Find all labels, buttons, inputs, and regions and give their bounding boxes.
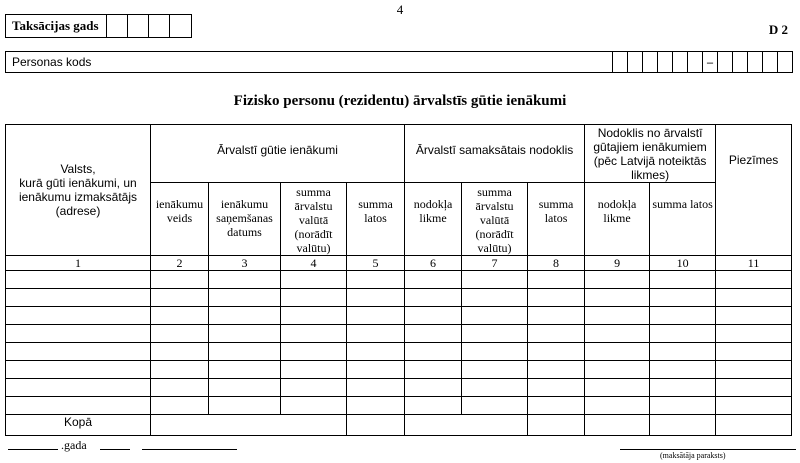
total-cell[interactable] <box>716 415 792 436</box>
table-cell[interactable] <box>528 397 585 415</box>
personal-code-digit-field[interactable] <box>657 52 672 72</box>
table-cell[interactable] <box>347 397 405 415</box>
table-cell[interactable] <box>281 289 347 307</box>
foreign-tax-group-header: Ārvalstī samaksātais nodoklis <box>405 125 585 183</box>
personal-code-box <box>5 51 793 73</box>
table-cell[interactable] <box>528 361 585 379</box>
table-cell[interactable] <box>405 397 462 415</box>
table-cell[interactable] <box>585 379 650 397</box>
table-row <box>6 379 792 397</box>
lv-tax-rate-header: nodokļa likme <box>585 183 650 256</box>
table-cell[interactable] <box>281 379 347 397</box>
table-cell[interactable] <box>405 379 462 397</box>
table-cell[interactable] <box>462 307 528 325</box>
table-cell[interactable] <box>528 307 585 325</box>
column-number-row <box>6 256 792 271</box>
table-cell[interactable] <box>151 271 209 289</box>
column-number: 3 <box>209 256 281 271</box>
tax-year-box <box>5 14 192 38</box>
table-cell[interactable] <box>716 325 792 343</box>
table-cell[interactable] <box>209 397 281 415</box>
table-cell[interactable] <box>281 271 347 289</box>
personal-code-digit-field[interactable] <box>777 52 792 72</box>
table-cell[interactable] <box>528 271 585 289</box>
table-cell[interactable] <box>151 289 209 307</box>
table-cell[interactable] <box>405 307 462 325</box>
table-cell[interactable] <box>6 271 151 289</box>
table-cell[interactable] <box>462 289 528 307</box>
table-cell[interactable] <box>347 343 405 361</box>
table-cell[interactable] <box>151 307 209 325</box>
table-cell[interactable] <box>151 361 209 379</box>
table-cell[interactable] <box>528 325 585 343</box>
personal-code-digit-field[interactable] <box>687 52 702 72</box>
table-cell[interactable] <box>281 325 347 343</box>
total-cell[interactable] <box>405 415 528 436</box>
table-cell[interactable] <box>650 325 716 343</box>
income-table <box>5 124 792 436</box>
table-cell[interactable] <box>650 379 716 397</box>
table-cell[interactable] <box>650 307 716 325</box>
personal-code-digit-field[interactable] <box>672 52 687 72</box>
table-cell[interactable] <box>151 325 209 343</box>
form-title: Fizisko personu (rezidentu) ārvalstīs gūtie ienākumi <box>233 93 567 109</box>
country-header: Valsts, kurā gūti ienākumi, un ienākumu izmaksātājs (adrese) <box>6 125 151 256</box>
table-cell[interactable] <box>462 325 528 343</box>
amount-lats-header: summa latos <box>347 183 405 256</box>
column-number: 2 <box>151 256 209 271</box>
total-label: Kopā <box>6 415 151 436</box>
table-cell[interactable] <box>585 325 650 343</box>
foreign-income-group-header: Ārvalstī gūtie ienākumi <box>151 125 405 183</box>
income-date-header: ienākumu saņemšanas datums <box>209 183 281 256</box>
table-cell[interactable] <box>650 397 716 415</box>
table-row <box>6 307 792 325</box>
table-cell[interactable] <box>650 343 716 361</box>
table-cell[interactable] <box>405 325 462 343</box>
signature-caption: (maksātāja paraksts) <box>660 451 726 460</box>
table-cell[interactable] <box>462 379 528 397</box>
tax-year-label: Taksācijas gads <box>6 15 107 37</box>
table-cell[interactable] <box>281 307 347 325</box>
column-number: 6 <box>405 256 462 271</box>
table-cell[interactable] <box>405 343 462 361</box>
table-cell[interactable] <box>6 325 151 343</box>
table-cell[interactable] <box>405 271 462 289</box>
table-cell[interactable] <box>281 361 347 379</box>
column-number: 1 <box>6 256 151 271</box>
table-cell[interactable] <box>528 379 585 397</box>
personal-code-digit-field[interactable] <box>717 52 732 72</box>
table-cell[interactable] <box>462 343 528 361</box>
personal-code-digit-field[interactable] <box>762 52 777 72</box>
table-cell[interactable] <box>209 343 281 361</box>
personal-code-label: Personas kods <box>12 55 92 69</box>
amount-foreign-header: summa ārvalstu valūtā (norādīt valūtu) <box>281 183 347 256</box>
table-cell[interactable] <box>347 325 405 343</box>
table-cell[interactable] <box>585 361 650 379</box>
table-cell[interactable] <box>6 289 151 307</box>
column-number: 5 <box>347 256 405 271</box>
column-number: 9 <box>585 256 650 271</box>
tax-year-digit-field[interactable] <box>128 15 149 37</box>
table-cell[interactable] <box>209 325 281 343</box>
table-cell[interactable] <box>347 271 405 289</box>
table-cell[interactable] <box>209 271 281 289</box>
tax-year-digit-field[interactable] <box>107 15 128 37</box>
table-cell[interactable] <box>462 397 528 415</box>
table-cell[interactable] <box>6 307 151 325</box>
personal-code-digit-field[interactable] <box>732 52 747 72</box>
date-day-line[interactable] <box>8 449 58 450</box>
table-cell[interactable] <box>151 343 209 361</box>
column-number: 8 <box>528 256 585 271</box>
table-row <box>6 343 792 361</box>
table-cell[interactable] <box>716 289 792 307</box>
table-cell[interactable] <box>462 361 528 379</box>
table-cell[interactable] <box>716 343 792 361</box>
personal-code-digit-field[interactable] <box>627 52 642 72</box>
page-number: 4 <box>396 2 404 17</box>
table-cell[interactable] <box>716 307 792 325</box>
personal-code-separator: – <box>702 52 717 72</box>
total-row <box>6 415 792 436</box>
table-cell[interactable] <box>585 289 650 307</box>
table-cell[interactable] <box>716 379 792 397</box>
table-cell[interactable] <box>151 397 209 415</box>
year-suffix: .gada <box>61 438 87 452</box>
table-cell[interactable] <box>347 361 405 379</box>
date-month-line[interactable] <box>100 449 130 450</box>
tax-amount-foreign-header: summa ārvalstu valūtā (norādīt valūtu) <box>462 183 528 256</box>
table-cell[interactable] <box>585 343 650 361</box>
total-cell[interactable] <box>528 415 585 436</box>
table-row <box>6 271 792 289</box>
table-cell[interactable] <box>151 379 209 397</box>
latvia-tax-group-header: Nodoklis no ārvalstī gūtajiem ienākumiem (pēc Latvijā noteiktās likmes) <box>585 125 716 183</box>
table-cell[interactable] <box>6 379 151 397</box>
table-cell[interactable] <box>528 289 585 307</box>
form-code: D 2 <box>768 22 788 37</box>
table-cell[interactable] <box>405 289 462 307</box>
table-cell[interactable] <box>528 343 585 361</box>
table-cell[interactable] <box>405 361 462 379</box>
income-type-header: ienākumu veids <box>151 183 209 256</box>
table-cell[interactable] <box>209 307 281 325</box>
tax-rate-header: nodokļa likme <box>405 183 462 256</box>
table-cell[interactable] <box>716 361 792 379</box>
column-number: 4 <box>281 256 347 271</box>
table-cell[interactable] <box>650 271 716 289</box>
date-extra-line[interactable] <box>142 449 237 450</box>
tax-amount-lats-header: summa latos <box>528 183 585 256</box>
table-row <box>6 289 792 307</box>
personal-code-digit-field[interactable] <box>747 52 762 72</box>
table-cell[interactable] <box>209 289 281 307</box>
table-cell[interactable] <box>209 361 281 379</box>
table-cell[interactable] <box>6 397 151 415</box>
column-number: 7 <box>462 256 528 271</box>
table-row <box>6 397 792 415</box>
table-cell[interactable] <box>462 271 528 289</box>
table-cell[interactable] <box>6 361 151 379</box>
table-cell[interactable] <box>585 271 650 289</box>
table-cell[interactable] <box>650 289 716 307</box>
column-number: 11 <box>716 256 792 271</box>
table-cell[interactable] <box>6 343 151 361</box>
table-cell[interactable] <box>281 397 347 415</box>
total-cell[interactable] <box>650 415 716 436</box>
personal-code-digit-field[interactable] <box>642 52 657 72</box>
table-cell[interactable] <box>347 289 405 307</box>
table-cell[interactable] <box>209 379 281 397</box>
table-cell[interactable] <box>347 307 405 325</box>
table-row <box>6 325 792 343</box>
table-cell[interactable] <box>716 397 792 415</box>
table-cell[interactable] <box>585 307 650 325</box>
signature-line[interactable] <box>620 449 796 450</box>
table-row <box>6 361 792 379</box>
tax-year-digit-field[interactable] <box>170 15 191 37</box>
notes-header: Piezīmes <box>716 125 792 256</box>
table-cell[interactable] <box>585 397 650 415</box>
table-cell[interactable] <box>650 361 716 379</box>
table-cell[interactable] <box>281 343 347 361</box>
personal-code-digit-field[interactable] <box>612 52 627 72</box>
total-cell[interactable] <box>585 415 650 436</box>
column-number: 10 <box>650 256 716 271</box>
total-cell[interactable] <box>347 415 405 436</box>
total-cell[interactable] <box>151 415 347 436</box>
lv-tax-amount-header: summa latos <box>650 183 716 256</box>
tax-year-digit-field[interactable] <box>149 15 170 37</box>
table-cell[interactable] <box>716 271 792 289</box>
table-cell[interactable] <box>347 379 405 397</box>
